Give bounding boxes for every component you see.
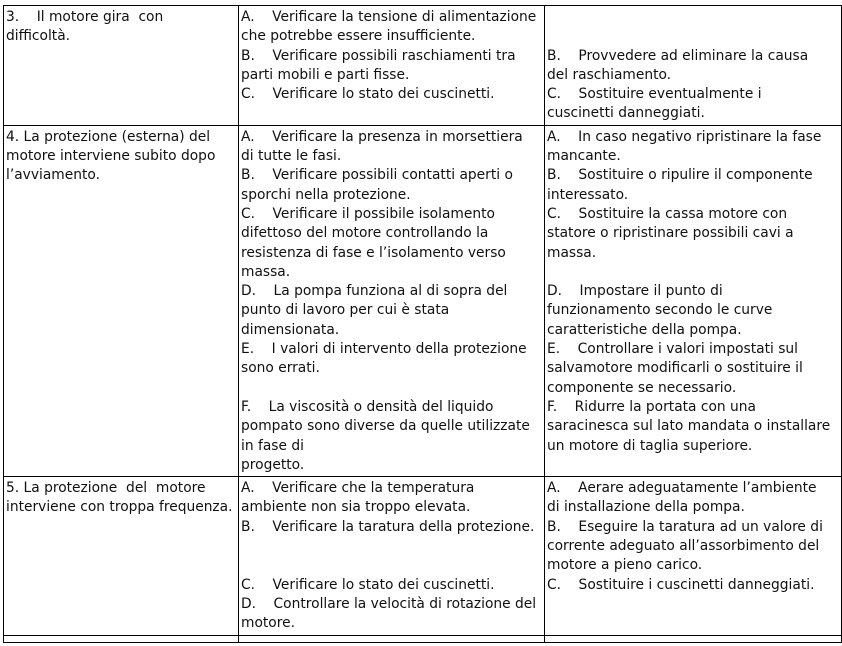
- cell-line: cuscinetti danneggiati.: [547, 105, 705, 122]
- cell-line: del raschiamento.: [547, 66, 672, 83]
- cell-line: B. Verificare possibili raschiamenti tra: [241, 47, 516, 64]
- cell-line: saracinesca sul lato mandata o installare: [547, 418, 831, 435]
- cell-line: [547, 27, 839, 46]
- cell-line: motore.: [241, 615, 295, 632]
- cell-line: sono errati.: [241, 360, 320, 377]
- cell-line: 5. La protezione del motore: [6, 480, 206, 497]
- cell-line: motore interviene subito dopo: [6, 148, 216, 165]
- cell-line: B. Verificare possibili contatti aperti o: [241, 167, 513, 184]
- cell-line: B. Eseguire la taratura ad un valore di: [547, 518, 823, 535]
- cell-line: difficoltà.: [6, 28, 71, 45]
- table-body: [4, 6, 842, 643]
- cell-line: 4. La protezione (esterna) del: [6, 128, 211, 145]
- cell-line: E. Controllare i valori impostati sul: [547, 341, 798, 358]
- cell-line: B. Sostituire o ripulire il componente: [547, 167, 813, 184]
- troubleshooting-table: [3, 5, 842, 643]
- cell-line: statore o ripristinare possibili cavi a: [547, 225, 794, 242]
- table-row: [4, 125, 842, 476]
- cell-line: di tutte le fasi.: [241, 148, 342, 165]
- cell-line: D. Controllare la velocità di rotazione del: [241, 595, 537, 612]
- cell-line: D. Impostare il punto di: [547, 283, 723, 300]
- cell-line: sporchi nella protezione.: [241, 186, 411, 203]
- cell-line: [547, 263, 839, 282]
- cell-line: punto di lavoro per cui è stata: [241, 302, 450, 319]
- remedies-cell: [545, 125, 842, 476]
- cell-line: A. Aerare adeguatamente l’ambiente: [547, 480, 817, 497]
- cell-line: progetto.: [241, 456, 305, 473]
- remedies-cell: [545, 477, 842, 635]
- problem-cell: [4, 125, 239, 476]
- cell-line: A. Verificare che la temperatura: [241, 480, 475, 497]
- cell-line: componente se necessario.: [547, 379, 737, 396]
- cell-line: corrente adeguato all’assorbimento del: [547, 538, 820, 555]
- empty-cell: [545, 635, 842, 642]
- problem-cell: [4, 477, 239, 635]
- cell-line: A. Verificare la presenza in morsettiera: [241, 128, 523, 145]
- checks-cell: [239, 477, 545, 635]
- cell-line: pompato sono diverse da quelle utilizzate: [241, 418, 530, 435]
- cell-line: massa.: [547, 244, 597, 261]
- cell-line: [241, 379, 542, 398]
- cell-line: dimensionata.: [241, 321, 340, 338]
- cell-line: mancante.: [547, 148, 621, 165]
- cell-line: un motore di taglia superiore.: [547, 437, 753, 454]
- cell-line: C. Sostituire eventualmente i: [547, 86, 762, 103]
- cell-line: C. Sostituire i cuscinetti danneggiati.: [547, 576, 815, 593]
- checks-cell: [239, 6, 545, 126]
- cell-line: D. La pompa funziona al di sopra del: [241, 283, 508, 300]
- cell-line: di installazione della pompa.: [547, 499, 745, 516]
- cell-line: C. Verificare lo stato dei cuscinetti.: [241, 86, 495, 103]
- cell-line: A. In caso negativo ripristinare la fase: [547, 128, 822, 145]
- cell-line: F. Ridurre la portata con una: [547, 398, 757, 415]
- cell-line: funzionamento secondo le curve: [547, 302, 773, 319]
- problem-cell: [4, 6, 239, 126]
- cell-line: 3. Il motore gira con: [6, 9, 164, 25]
- cell-line: F. La viscosità o densità del liquido: [241, 398, 494, 415]
- cell-line: E. I valori di intervento della protezione: [241, 341, 527, 358]
- cell-line: [547, 8, 839, 27]
- empty-cell: [4, 635, 239, 642]
- checks-cell: [239, 125, 545, 476]
- cell-line: caratteristiche della pompa.: [547, 321, 742, 338]
- table-row: [4, 477, 842, 635]
- cell-line: B. Provvedere ad eliminare la causa: [547, 47, 809, 64]
- remedies-cell: [545, 6, 842, 126]
- cell-line: ambiente non sia troppo elevata.: [241, 499, 471, 516]
- cell-line: interviene con troppa frequenza.: [6, 499, 233, 516]
- cell-line: B. Verificare la taratura della protezione.: [241, 518, 535, 535]
- cell-line: C. Verificare lo stato dei cuscinetti.: [241, 576, 495, 593]
- cell-line: [241, 537, 542, 556]
- cell-line: A. Verificare la tensione di alimentazione: [241, 9, 537, 25]
- cell-line: resistenza di fase e l’isolamento verso: [241, 244, 506, 261]
- table-row-partial: [4, 635, 842, 642]
- cell-line: parti mobili e parti fisse.: [241, 66, 410, 83]
- cell-line: interessato.: [547, 186, 629, 203]
- cell-line: in fase di: [241, 437, 304, 454]
- cell-line: C. Sostituire la cassa motore con: [547, 205, 788, 222]
- cell-line: che potrebbe essere insufficiente.: [241, 28, 476, 45]
- cell-line: C. Verificare il possibile isolamento: [241, 205, 495, 222]
- cell-line: [241, 556, 542, 575]
- cell-line: l’avviamento.: [6, 167, 100, 184]
- empty-cell: [239, 635, 545, 642]
- cell-line: motore a pieno carico.: [547, 557, 703, 574]
- cell-line: massa.: [241, 263, 291, 280]
- cell-line: difettoso del motore controllando la: [241, 225, 489, 242]
- table-row: [4, 6, 842, 126]
- cell-line: salvamotore modificarli o sostituire il: [547, 360, 803, 377]
